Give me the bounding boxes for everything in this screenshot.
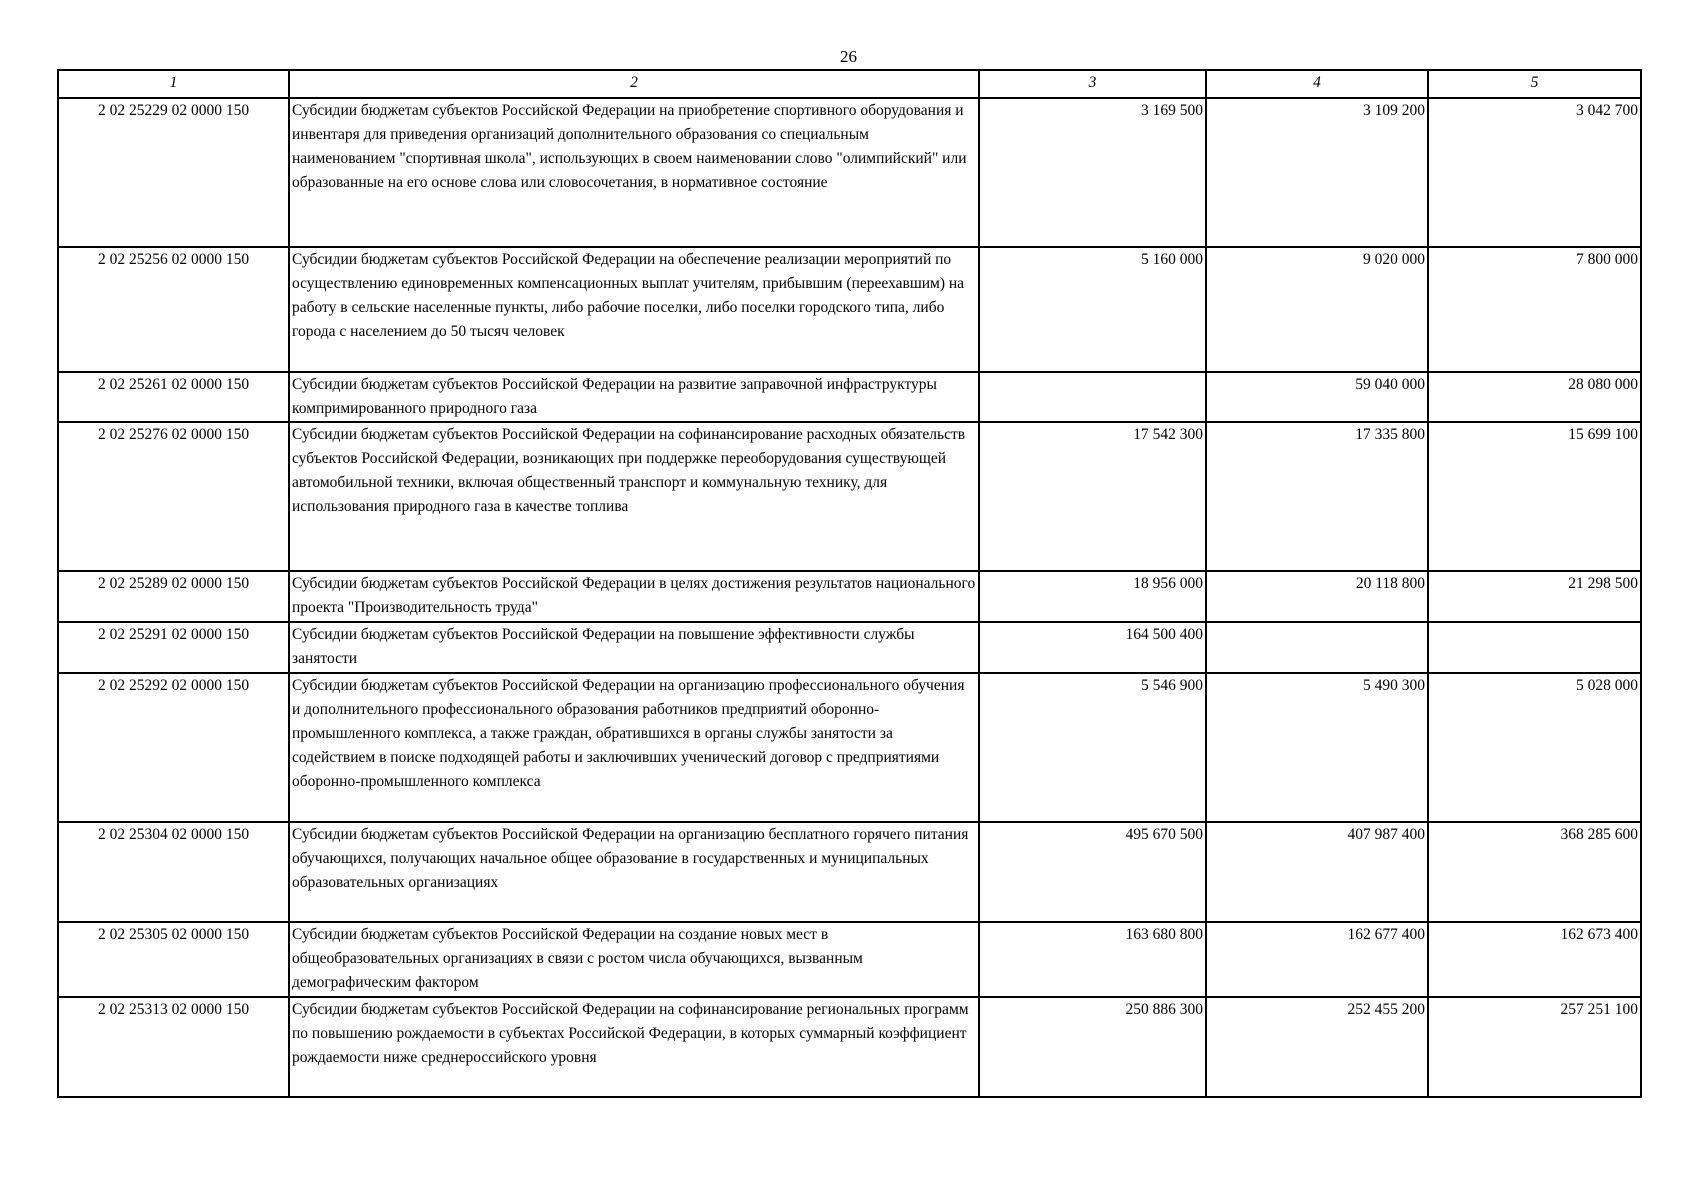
budget-code: 2 02 25289 02 0000 150	[58, 571, 289, 622]
budget-code: 2 02 25276 02 0000 150	[58, 422, 289, 571]
column-header-1: 1	[58, 70, 289, 98]
amount-col4: 407 987 400	[1206, 822, 1428, 922]
header-row	[58, 70, 1641, 98]
amount-col3: 3 169 500	[979, 98, 1206, 247]
amount-col5: 3 042 700	[1428, 98, 1641, 247]
subsidy-description: Субсидии бюджетам субъектов Российской Федерации на повышение эффективности службы занятости	[289, 622, 979, 673]
amount-col3: 5 160 000	[979, 247, 1206, 372]
amount-col5: 21 298 500	[1428, 571, 1641, 622]
subsidy-description: Субсидии бюджетам субъектов Российской Федерации на приобретение спортивного оборудования и инвентаря для приведения организаций дополнительного образования со специальным наименованием "спортивная школа", использующих в своем наименовании слово "олимпийский" или образованные на его основе слова или словосочетания, в нормативное состояние	[289, 98, 979, 247]
amount-col4: 3 109 200	[1206, 98, 1428, 247]
subsidy-description: Субсидии бюджетам субъектов Российской Федерации на организацию профессионального обучения и дополнительного профессионального образования работников предприятий оборонно-промышленного комплекса, а также граждан, обратившихся в органы службы занятости за содействием в поиске подходящей работы и заключивших ученический договор с предприятиями оборонно-промышленного комплекса	[289, 673, 979, 822]
amount-col3: 18 956 000	[979, 571, 1206, 622]
table-row	[58, 622, 1641, 673]
amount-col4: 17 335 800	[1206, 422, 1428, 571]
table-row	[58, 922, 1641, 997]
page-number: 26	[840, 47, 857, 66]
table-row	[58, 247, 1641, 372]
column-header-5: 5	[1428, 70, 1641, 98]
amount-col4: 59 040 000	[1206, 372, 1428, 422]
budget-code: 2 02 25256 02 0000 150	[58, 247, 289, 372]
budget-code: 2 02 25292 02 0000 150	[58, 673, 289, 822]
subsidy-description: Субсидии бюджетам субъектов Российской Федерации на обеспечение реализации мероприятий по осуществлению единовременных компенсационных выплат учителям, прибывшим (переехавшим) на работу в сельские населенные пункты, либо рабочие поселки, либо поселки городского типа, либо города с населением до 50 тысяч человек	[289, 247, 979, 372]
subsidy-description: Субсидии бюджетам субъектов Российской Федерации на организацию бесплатного горячего питания обучающихся, получающих начальное общее образование в государственных и муниципальных образовательных организациях	[289, 822, 979, 922]
amount-col4: 20 118 800	[1206, 571, 1428, 622]
subsidy-description: Субсидии бюджетам субъектов Российской Федерации на софинансирование расходных обязательств субъектов Российской Федерации, возникающих при поддержке переоборудования существующей автомобильной техники, включая общественный транспорт и коммунальную технику, для использования природного газа в качестве топлива	[289, 422, 979, 571]
amount-col3: 17 542 300	[979, 422, 1206, 571]
amount-col5: 28 080 000	[1428, 372, 1641, 422]
amount-col4: 5 490 300	[1206, 673, 1428, 822]
amount-col3: 250 886 300	[979, 997, 1206, 1097]
budget-code: 2 02 25313 02 0000 150	[58, 997, 289, 1097]
amount-col5: 368 285 600	[1428, 822, 1641, 922]
amount-col3	[979, 372, 1206, 422]
budget-code: 2 02 25291 02 0000 150	[58, 622, 289, 673]
table-row	[58, 98, 1641, 247]
amount-col4: 9 020 000	[1206, 247, 1428, 372]
table-row	[58, 422, 1641, 571]
amount-col4: 252 455 200	[1206, 997, 1428, 1097]
table-row	[58, 673, 1641, 822]
amount-col5: 257 251 100	[1428, 997, 1641, 1097]
amount-col4: 162 677 400	[1206, 922, 1428, 997]
budget-table	[57, 69, 1642, 1098]
table-row	[58, 822, 1641, 922]
amount-col5: 5 028 000	[1428, 673, 1641, 822]
subsidy-description: Субсидии бюджетам субъектов Российской Федерации в целях достижения результатов национального проекта "Производительность труда"	[289, 571, 979, 622]
column-header-3: 3	[979, 70, 1206, 98]
amount-col5	[1428, 622, 1641, 673]
budget-code: 2 02 25305 02 0000 150	[58, 922, 289, 997]
amount-col5: 162 673 400	[1428, 922, 1641, 997]
amount-col4	[1206, 622, 1428, 673]
budget-code: 2 02 25229 02 0000 150	[58, 98, 289, 247]
table-row	[58, 372, 1641, 422]
subsidy-description: Субсидии бюджетам субъектов Российской Федерации на софинансирование региональных программ по повышению рождаемости в субъектах Российской Федерации, в которых суммарный коэффициент рождаемости ниже среднероссийского уровня	[289, 997, 979, 1097]
table-row	[58, 997, 1641, 1097]
table-row	[58, 571, 1641, 622]
budget-code: 2 02 25261 02 0000 150	[58, 372, 289, 422]
amount-col3: 5 546 900	[979, 673, 1206, 822]
amount-col3: 163 680 800	[979, 922, 1206, 997]
column-header-2: 2	[289, 70, 979, 98]
amount-col3: 164 500 400	[979, 622, 1206, 673]
budget-code: 2 02 25304 02 0000 150	[58, 822, 289, 922]
subsidy-description: Субсидии бюджетам субъектов Российской Федерации на развитие заправочной инфраструктуры компримированного природного газа	[289, 372, 979, 422]
amount-col3: 495 670 500	[979, 822, 1206, 922]
amount-col5: 7 800 000	[1428, 247, 1641, 372]
subsidy-description: Субсидии бюджетам субъектов Российской Федерации на создание новых мест в общеобразовательных организациях в связи с ростом числа обучающихся, вызванным демографическим фактором	[289, 922, 979, 997]
amount-col5: 15 699 100	[1428, 422, 1641, 571]
column-header-4: 4	[1206, 70, 1428, 98]
